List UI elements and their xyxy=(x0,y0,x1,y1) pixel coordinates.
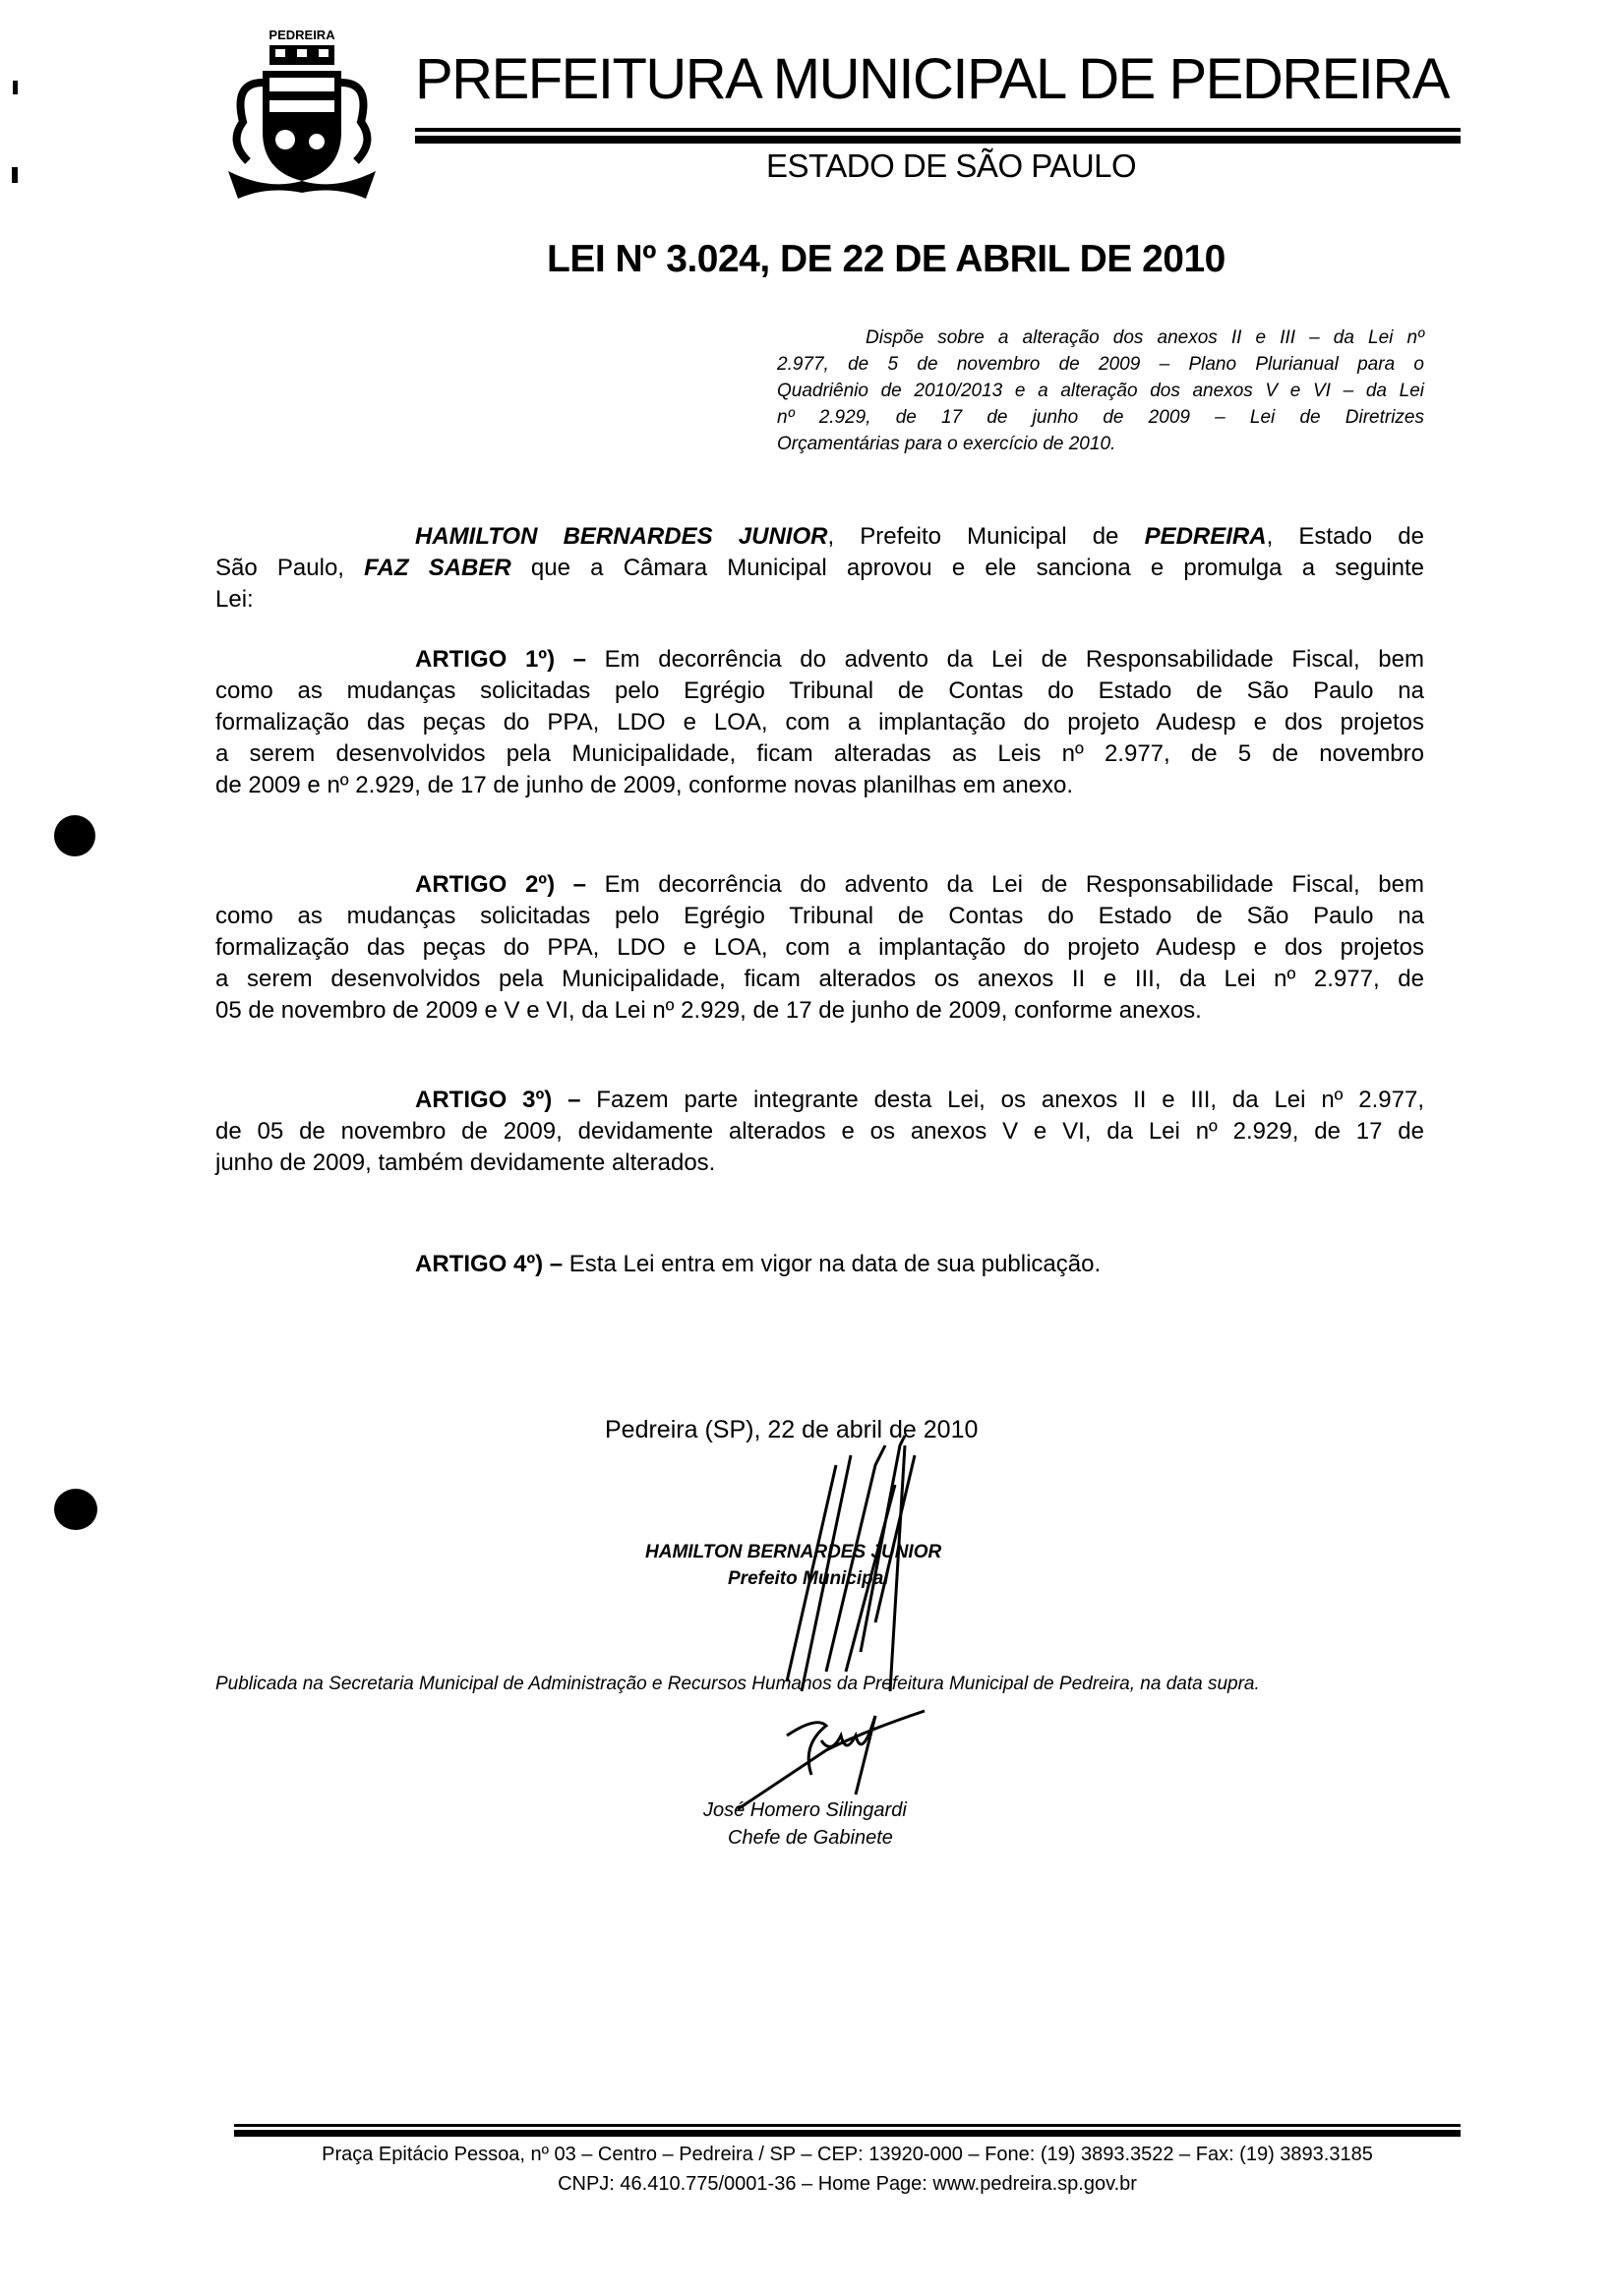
article-label: ARTIGO 3º) – xyxy=(415,1087,581,1113)
footer xyxy=(234,2142,1461,2197)
article-label: ARTIGO 2º) – xyxy=(415,871,587,898)
mayor-name-signature: HAMILTON BERNARDES JUNIOR xyxy=(645,1542,942,1562)
chief-name: José Homero Silingardi xyxy=(703,1799,907,1821)
chief-role: Chefe de Gabinete xyxy=(728,1827,893,1849)
header-subtitle: ESTADO DE SÃO PAULO xyxy=(766,147,1137,184)
chief-signature xyxy=(679,1706,934,1814)
article-1: ARTIGO 1º) – Em decorrência do advento da Lei de Responsabilidade Fiscal, bem como as mudanças solicitadas pelo Egrégio Tribunal de Contas do Estado de São Paulo na formalização das peças do PPA, LDO e LOA, com a implantação do projeto Audesp e dos projetos a serem desenvolvidos pela Municipalidade, ficam alteradas as Leis nº 2.977, de 5 de novembro de 2009 e nº 2.929, de 17 de junho de 2009, conforme novas planilhas em anexo. xyxy=(215,646,1424,798)
footer-rule xyxy=(234,2130,1461,2137)
header-title: PREFEITURA MUNICIPAL DE PEDREIRA xyxy=(415,47,1449,111)
article-3: ARTIGO 3º) – Fazem parte integrante desta Lei, os anexos II e III, da Lei nº 2.977, de 05 de novembro de 2009, devidamente alterados e os anexos V e VI, da Lei nº 2.929, de 17 de junho de 2009, também devidamente alterados. xyxy=(215,1087,1424,1176)
footer-cnpj: CNPJ: 46.410.775/0001-36 – Home Page: www.pedreira.sp.gov.br xyxy=(558,2173,1137,2195)
header-rule xyxy=(415,136,1461,144)
coat-of-arms-logo xyxy=(218,24,386,201)
publication-note: Publicada na Secretaria Municipal de Administração e Recursos Humanos da Prefeitura Municipal de Pedreira, na data supra. xyxy=(215,1674,1260,1694)
punch-hole-mark xyxy=(54,1489,97,1530)
mayor-name: HAMILTON BERNARDES JUNIOR xyxy=(415,523,828,550)
summary-line: Orçamentárias para o exercício de 2010. xyxy=(777,434,1116,454)
summary-line: 2.977, de 5 de novembro de 2009 – Plano Plurianual para o xyxy=(777,354,1424,375)
law-summary xyxy=(777,324,1424,457)
footer-address: Praça Epitácio Pessoa, nº 03 – Centro – Pedreira / SP – CEP: 13920-000 – Fone: (19) 3893.3522 – Fax: (19) 3893.3185 xyxy=(322,2144,1373,2165)
law-title: LEI Nº 3.024, DE 22 DE ABRIL DE 2010 xyxy=(547,238,1225,280)
scan-mark xyxy=(12,167,18,183)
article-label: ARTIGO 4º) – xyxy=(415,1251,564,1277)
faz-saber: FAZ SABER xyxy=(364,555,511,581)
place-date: Pedreira (SP), 22 de abril de 2010 xyxy=(605,1416,979,1443)
mayor-role: Prefeito Municipal xyxy=(728,1568,889,1589)
svg-text:PEDREIRA: PEDREIRA xyxy=(269,28,335,42)
article-label: ARTIGO 1º) – xyxy=(415,646,587,673)
summary-line: nº 2.929, de 17 de junho de 2009 – Lei de Diretrizes xyxy=(777,407,1424,428)
preamble-paragraph: HAMILTON BERNARDES JUNIOR, Prefeito Municipal de PEDREIRA, Estado de São Paulo, FAZ SABER que a Câmara Municipal aprovou e ele sanciona e promulga a seguinte Lei: xyxy=(215,523,1424,613)
punch-hole-mark xyxy=(54,815,95,856)
scan-mark xyxy=(13,81,18,94)
article-4: ARTIGO 4º) – Esta Lei entra em vigor na data de sua publicação. xyxy=(415,1251,1102,1277)
header-rule xyxy=(415,128,1461,132)
summary-line: Quadriênio de 2010/2013 e a alteração dos anexos V e VI – da Lei xyxy=(777,381,1424,401)
city-name: PEDREIRA xyxy=(1144,523,1267,550)
article-2: ARTIGO 2º) – Em decorrência do advento da Lei de Responsabilidade Fiscal, bem como as mudanças solicitadas pelo Egrégio Tribunal de Contas do Estado de São Paulo na formalização das peças do PPA, LDO e LOA, com a implantação do projeto Audesp e dos projetos a serem desenvolvidos pela Municipalidade, ficam alterados os anexos II e III, da Lei nº 2.977, de 05 de novembro de 2009 e V e VI, da Lei nº 2.929, de 17 de junho de 2009, conforme anexos. xyxy=(215,871,1424,1024)
summary-line: Dispõe sobre a alteração dos anexos II e III – da Lei nº xyxy=(866,327,1424,348)
footer-rule xyxy=(234,2124,1461,2127)
